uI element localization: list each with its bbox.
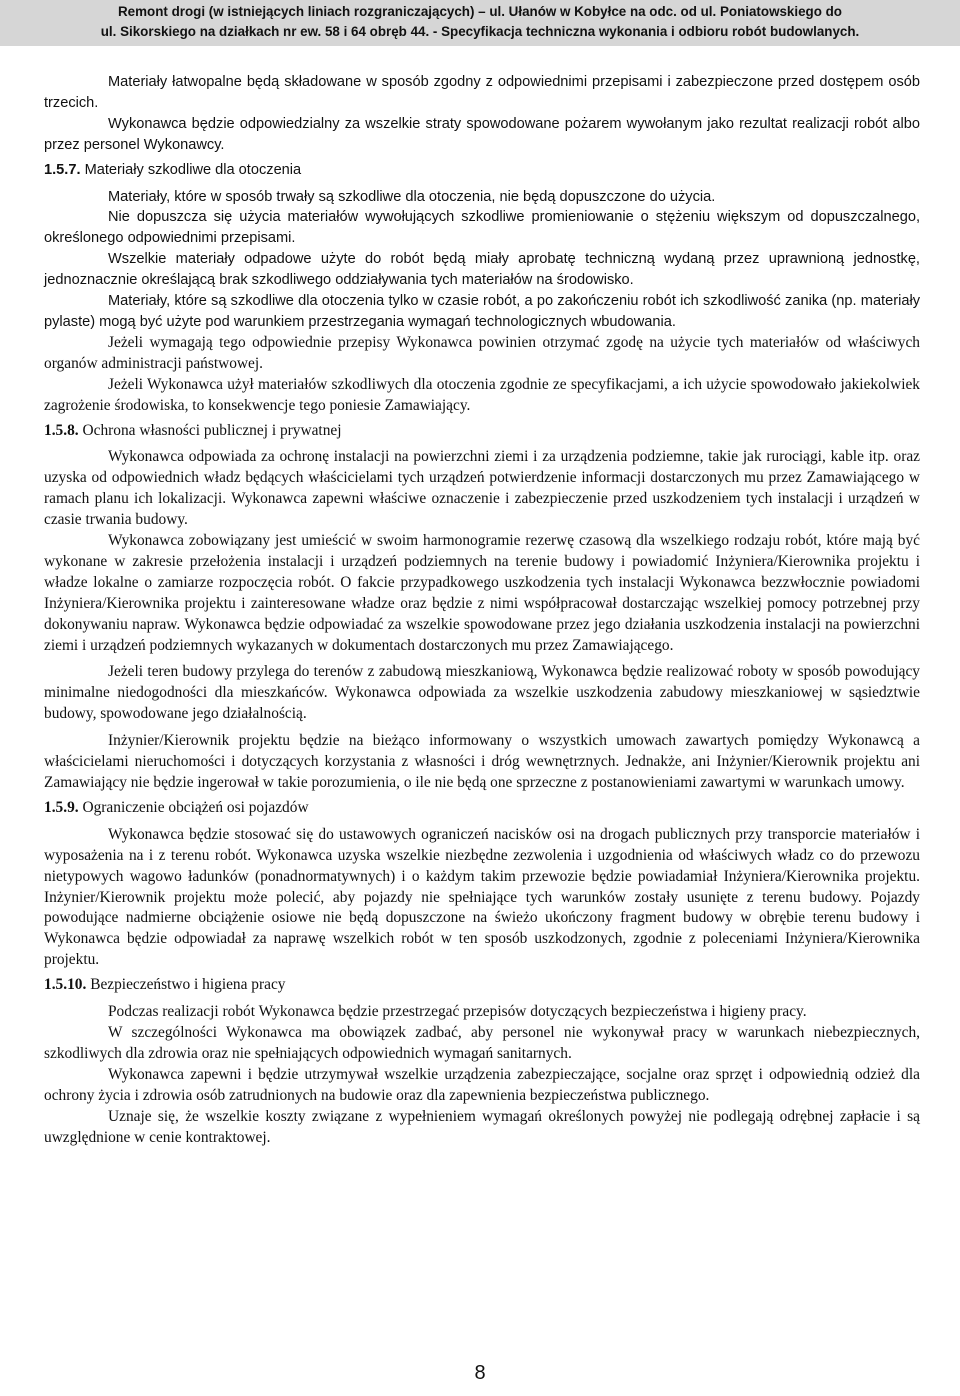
document-body — [44, 72, 920, 1148]
paragraph: Wykonawca zapewni i będzie utrzymywał wszelkie urządzenia zabezpieczające, socjalne oraz sprzęt i odpowiednią odzież dla ochrony życia i zdrowia osób zatrudnionych na budowie oraz dla zapewnienia bezpieczeństwa publicznego. — [44, 1065, 920, 1104]
section-title: Bezpieczeństwo i higiena pracy — [90, 976, 286, 994]
paragraph: Jeżeli Wykonawca użył materiałów szkodliwych dla otoczenia zgodnie ze specyfikacjami, a ich użycie spowodowało jakiekolwiek zagrożenie środowiska, to konsekwencje tego poniesie Zamawiający. — [44, 375, 920, 414]
section-heading — [44, 421, 920, 442]
paragraph: Wykonawca odpowiada za ochronę instalacji na powierzchni ziemi i za urządzenia podziemne, takie jak rurociągi, kable itp. oraz uzyska od odpowiednich władz będących właścicielami tych urządzeń potwierdzenie informacji dostarczonych mu przez Zamawiającego w ramach planu ich lokalizacji. Wykonawca zapewni właściwe oznaczenie i zabezpieczenie przed uszkodzeniem tych instalacji i urządzeń w czasie trwania budowy. — [44, 448, 920, 529]
section-title: Ograniczenie obciążeń osi pojazdów — [82, 798, 309, 816]
paragraph: Podczas realizacji robót Wykonawca będzie przestrzegać przepisów dotyczących bezpieczeństwa i higieny pracy. — [108, 1003, 807, 1021]
page-header — [0, 0, 960, 46]
paragraph: Materiały łatwopalne będą składowane w sposób zgodny z odpowiednimi przepisami i zabezpieczone przed dostępem osób trzecich. — [44, 74, 920, 111]
paragraph: Uznaje się, że wszelkie koszty związane z wypełnieniem wymagań określonych powyżej nie podlegają odrębnej zapłacie i są uwzględnione w cenie kontraktowej. — [44, 1107, 920, 1146]
header-line-2: ul. Sikorskiego na działkach nr ew. 58 i 64 obręb 44. - Specyfikacja techniczna wykonania i odbioru robót budowlanych. — [100, 24, 860, 39]
paragraph: Nie dopuszcza się użycia materiałów wywołujących szkodliwe promieniowanie o stężeniu większym od dopuszczalnego, określonego odpowiednimi przepisami. — [44, 209, 920, 247]
paragraph: Inżynier/Kierownik projektu będzie na bieżąco informowany o wszystkich umowach zawartych pomiędzy Wykonawcą a właścicielami nieruchomości i dotyczących korzystania z własności i dróg wewnętrznych. Jednakże, ani Inżynier/Kierownik projektu ani Zamawiający nie będzie ingerował w takie porozumienia, o ile nie będą one sprzeczne z postanowieniami zawartymi w warunkach umowy. — [44, 732, 920, 791]
header-line-1: Remont drogi (w istniejących liniach rozgraniczających) – ul. Ułanów w Kobyłce na odc. od ul. Poniatowskiego do — [118, 4, 842, 19]
section-number: 1.5.8. — [44, 421, 79, 439]
section-heading — [44, 160, 920, 181]
paragraph: Jeżeli wymagają tego odpowiednie przepisy Wykonawca powinien otrzymać zgodę na użycie tych materiałów od właściwych organów administracji państwowej. — [44, 333, 920, 372]
paragraph: Jeżeli teren budowy przylega do terenów z zabudową mieszkaniową, Wykonawca będzie realizować roboty w sposób powodujący minimalne niedogodności dla mieszkańców. Wykonawca odpowiada za wszelkie uszkodzenia zabudowy mieszkaniowej w sąsiedztwie budowy, spowodowane jego działalnością. — [44, 663, 920, 723]
section-number: 1.5.9. — [44, 798, 79, 816]
section-title: Ochrona własności publicznej i prywatnej — [82, 421, 342, 439]
section-number: 1.5.7. — [44, 161, 81, 178]
section-heading — [44, 798, 920, 819]
paragraph: Wykonawca zobowiązany jest umieścić w swoim harmonogramie rezerwę czasową dla wszelkiego rodzaju robót, które mają być wykonane w zakresie przełożenia instalacji i urządzeń podziemnych na terenie budowy i powiadomić Inżyniera/Kierownika projektu i władze lokalne o zamiarze rozpoczęcia robót. O fakcie przypadkowego uszkodzenia tych instalacji Wykonawca bezzwłocznie powiadomi Inżyniera/Kierownika projektu i zainteresowane władze oraz będzie z nimi współpracował dostarczając wszelkiej pomocy potrzebnej przy dokonywaniu napraw. Wykonawca będzie odpowiadać za wszelkie spowodowane przez jego działania uszkodzenia instalacji na powierzchni ziemi i urządzeń podziemnych wykazanych w dokumentach dostarczonych mu przez Zamawiającego. — [44, 532, 920, 654]
paragraph: Wykonawca będzie stosować się do ustawowych ograniczeń nacisków osi na drogach publicznych przy transporcie materiałów i wyposażenia na i z terenu robót. Wykonawca uzyska wszelkie niezbędne zezwolenia i uzgodnienia od właściwych władz co do przewozu nietypowych wagowo ładunków (ponadnormatywnych) i o każdym takim przewozie będzie powiadamiał Inżyniera/Kierownika projektu. Inżynier/Kierownik projektu może polecić, aby pojazdy nie spełniające tych warunków zostały usunięte z terenu budowy. Pojazdy powodujące nadmierne obciążenie osiowe nie będą dopuszczone na świeżo ukończony fragment budowy w obrębie terenu budowy i Wykonawca będzie odpowiadał za naprawę wszelkich robót w ten sposób uszkodzonych, zgodnie z poleceniami Inżyniera/Kierownika projektu. — [44, 825, 920, 969]
section-number: 1.5.10. — [44, 976, 87, 994]
paragraph: Materiały, które są szkodliwe dla otoczenia tylko w czasie robót, a po zakończeniu robót ich szkodliwość zanika (np. materiały pylaste) mogą być użyte pod warunkiem przestrzegania wymagań technologicznych wbudowania. — [44, 293, 920, 330]
page-number: 8 — [474, 1362, 486, 1384]
paragraph: Wszelkie materiały odpadowe użyte do robót będą miały aprobatę techniczną wydaną przez uprawnioną jednostkę, jednoznacznie określającą brak szkodliwego oddziaływania tych materiałów na środowisko. — [44, 251, 920, 289]
section-heading — [44, 975, 920, 996]
paragraph: Wykonawca będzie odpowiedzialny za wszelkie straty spowodowane pożarem wywołanym jako rezultat realizacji robót albo przez personel Wykonawcy. — [44, 115, 920, 153]
section-title: Materiały szkodliwe dla otoczenia — [84, 161, 302, 178]
paragraph: W szczególności Wykonawca ma obowiązek zadbać, aby personel nie wykonywał pracy w warunkach niebezpiecznych, szkodliwych dla zdrowia oraz nie spełniających odpowiednich wymagań sanitarnych. — [44, 1023, 920, 1062]
paragraph: Materiały, które w sposób trwały są szkodliwe dla otoczenia, nie będą dopuszczone do użycia. — [108, 188, 716, 205]
